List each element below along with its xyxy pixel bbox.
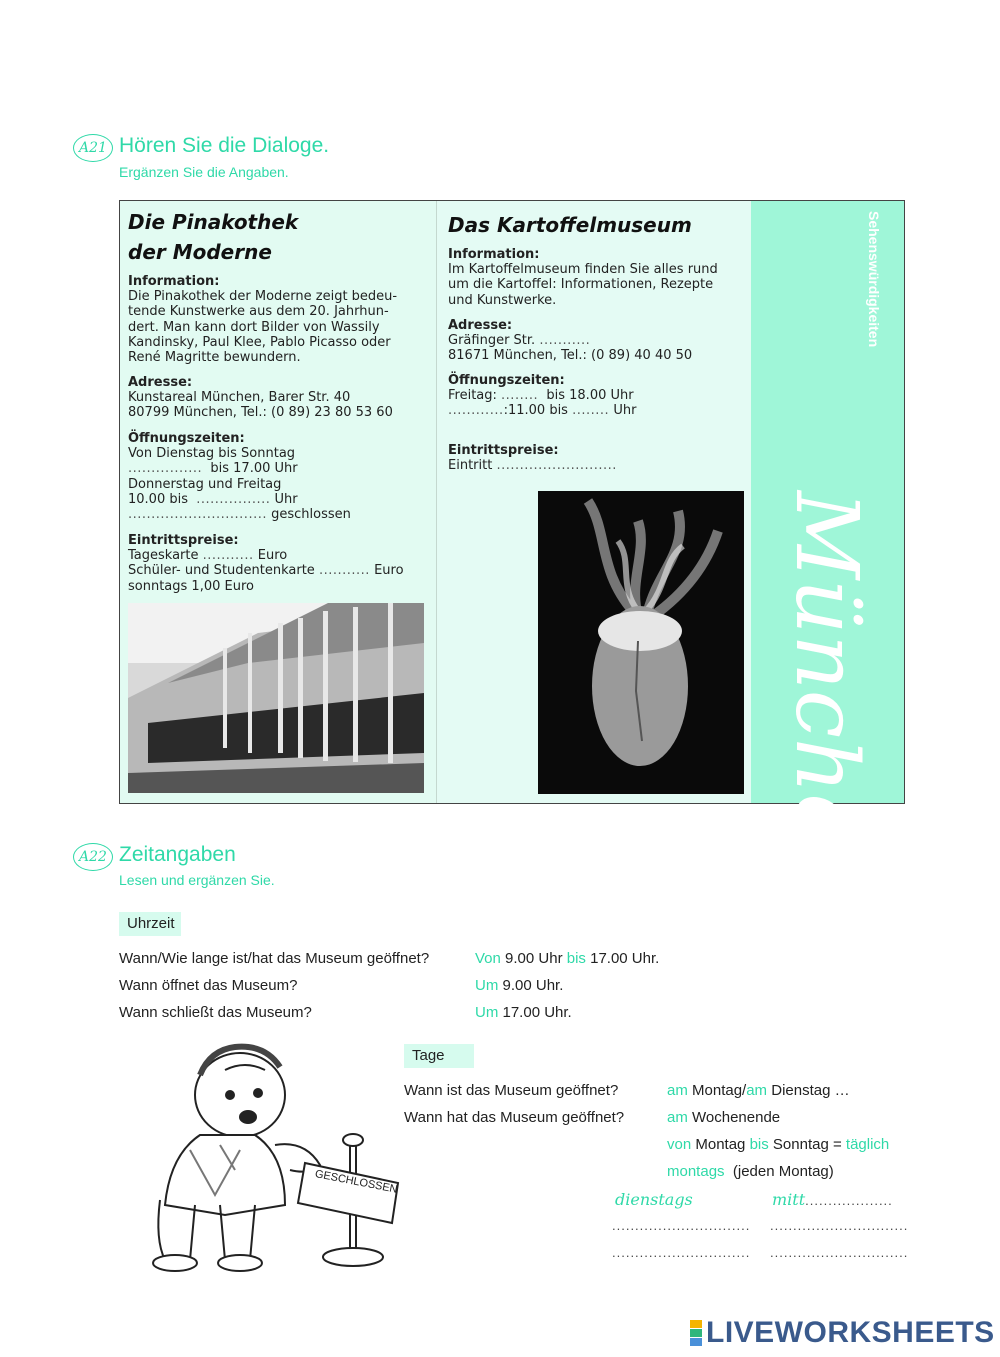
info-line: tende Kunstwerke aus dem 20. Jahrhun- — [128, 304, 389, 320]
logo-mark-icon — [690, 1320, 702, 1346]
address-line: Gräfinger Str. ........... — [448, 333, 591, 348]
info-line: dert. Man kann dort Bilder von Wassily — [128, 319, 380, 335]
address-line: Kunstareal München, Barer Str. 40 — [128, 390, 351, 405]
fill-blank[interactable]: ........... — [202, 548, 254, 563]
info-line: Kandinsky, Paul Klee, Pablo Picasso oder — [128, 334, 391, 350]
task-badge-a22: A22 — [73, 843, 113, 871]
pinakothek-column — [120, 201, 436, 803]
fill-blank[interactable]: .............................. — [128, 507, 267, 523]
address-line: 80799 München, Tel.: (0 89) 23 80 53 60 — [128, 405, 393, 421]
prices-label: Eintrittspreise: — [128, 533, 239, 548]
tage-answer: am Wochenende — [667, 1109, 781, 1126]
uhrzeit-answer: Um 17.00 Uhr. — [475, 1004, 572, 1021]
task-subtitle-a22: Lesen und ergänzen Sie. — [119, 872, 275, 888]
tage-label: Tage — [404, 1044, 474, 1068]
example-dienstags: dienstags — [615, 1190, 693, 1209]
pinakothek-address — [128, 375, 433, 421]
pinakothek-building-photo — [128, 603, 424, 793]
pinakothek-info — [128, 274, 433, 365]
fill-blank[interactable]: ........... — [318, 563, 370, 579]
pinakothek-title-line2: der Moderne — [128, 240, 272, 264]
tage-answer: montags (jeden Montag) — [667, 1163, 834, 1180]
hours-line: Freitag: ........ bis 18.00 Uhr — [448, 388, 634, 403]
kartoffel-title: Das Kartoffelmuseum — [448, 213, 692, 237]
uhrzeit-question: Wann öffnet das Museum? — [119, 977, 298, 994]
fill-blank[interactable]: ........ — [501, 388, 539, 403]
kartoffel-address — [448, 318, 748, 364]
fill-blank[interactable]: .............................. — [770, 1218, 909, 1233]
logo-text: LIVEWORKSHEETS — [706, 1316, 995, 1349]
cartoon-man-closed-sign — [130, 1035, 400, 1275]
address-line: 81671 München, Tel.: (0 89) 40 40 50 — [448, 348, 693, 364]
tage-answer: am Montag/am Dienstag … — [667, 1082, 850, 1099]
info-line: und Kunstwerke. — [448, 292, 557, 308]
price-line: Schüler- und Studentenkarte ........... Euro — [128, 563, 404, 579]
fill-blank[interactable]: .......................... — [496, 458, 617, 473]
address-label: Adresse: — [128, 375, 193, 390]
hours-line: Von Dienstag bis Sonntag — [128, 446, 296, 461]
hours-label: Öffnungszeiten: — [448, 373, 565, 388]
hours-line: ................ bis 17.00 Uhr — [128, 461, 298, 477]
pinakothek-prices — [128, 533, 433, 594]
tage-question: Wann hat das Museum geöffnet? — [404, 1109, 625, 1126]
uhrzeit-label: Uhrzeit — [119, 912, 181, 936]
uhrzeit-answer: Von 9.00 Uhr bis 17.00 Uhr. — [475, 950, 660, 967]
fill-blank[interactable]: ............ — [448, 403, 504, 419]
hours-label: Öffnungszeiten: — [128, 431, 245, 446]
fill-blank[interactable]: ........ — [572, 403, 610, 419]
fill-blank[interactable]: ........... — [539, 333, 591, 348]
fill-blank-mittwochs[interactable]: mitt................... — [772, 1190, 893, 1209]
price-line: Eintritt .......................... — [448, 458, 617, 473]
fill-blank[interactable]: .............................. — [612, 1218, 751, 1233]
prices-label: Eintrittspreise: — [448, 443, 559, 458]
info-line: Die Pinakothek der Moderne zeigt bedeu- — [128, 289, 398, 304]
kartoffel-info — [448, 247, 748, 308]
price-line: sonntags 1,00 Euro — [128, 578, 254, 594]
hours-line: Donnerstag und Freitag — [128, 476, 282, 492]
fill-blank[interactable]: ................ — [128, 461, 203, 477]
task-badge-a21: A21 — [73, 134, 113, 162]
pinakothek-title-line1: Die Pinakothek — [128, 210, 299, 234]
pinakothek-title — [128, 207, 298, 267]
info-line: um die Kartoffel: Informationen, Rezepte — [448, 277, 714, 293]
info-label: Information: — [128, 274, 220, 289]
task-subtitle-a21: Ergänzen Sie die Angaben. — [119, 164, 289, 180]
info-line: René Magritte bewundern. — [128, 350, 301, 366]
closed-sign-text: GESCHLOSSEN — [313, 1168, 399, 1196]
steaming-potato-photo — [538, 491, 744, 794]
task-title-a22: Zeitangaben — [119, 843, 236, 866]
tage-question: Wann ist das Museum geöffnet? — [404, 1082, 619, 1099]
pinakothek-hours — [128, 431, 433, 522]
price-line: Tageskarte ........... Euro — [128, 548, 288, 563]
fill-blank[interactable]: ................ — [196, 491, 271, 507]
kartoffel-prices — [448, 443, 748, 473]
hours-line: ............:11.00 bis ........ Uhr — [448, 403, 637, 419]
uhrzeit-question: Wann/Wie lange ist/hat das Museum geöffnet? — [119, 950, 430, 967]
fill-blank[interactable]: .............................. — [770, 1245, 909, 1260]
hours-line: .............................. geschlossen — [128, 507, 351, 523]
muenchen-script-title: München — [776, 491, 876, 900]
hours-line: 10.00 bis ................ Uhr — [128, 491, 298, 507]
uhrzeit-answer: Um 9.00 Uhr. — [475, 977, 564, 994]
info-line: Im Kartoffelmuseum finden Sie alles rund — [448, 262, 718, 277]
kartoffel-column — [436, 201, 752, 803]
info-label: Information: — [448, 247, 540, 262]
liveworksheets-logo — [690, 1318, 995, 1348]
kartoffel-hours — [448, 373, 748, 419]
tage-answer: von Montag bis Sonntag = täglich — [667, 1136, 890, 1153]
sehenswuerdigkeiten-label: Sehenswürdigkeiten — [866, 211, 882, 348]
fill-blank[interactable]: .............................. — [612, 1245, 751, 1260]
task-title-a21: Hören Sie die Dialoge. — [119, 134, 330, 157]
address-label: Adresse: — [448, 318, 513, 333]
uhrzeit-question: Wann schließt das Museum? — [119, 1004, 312, 1021]
